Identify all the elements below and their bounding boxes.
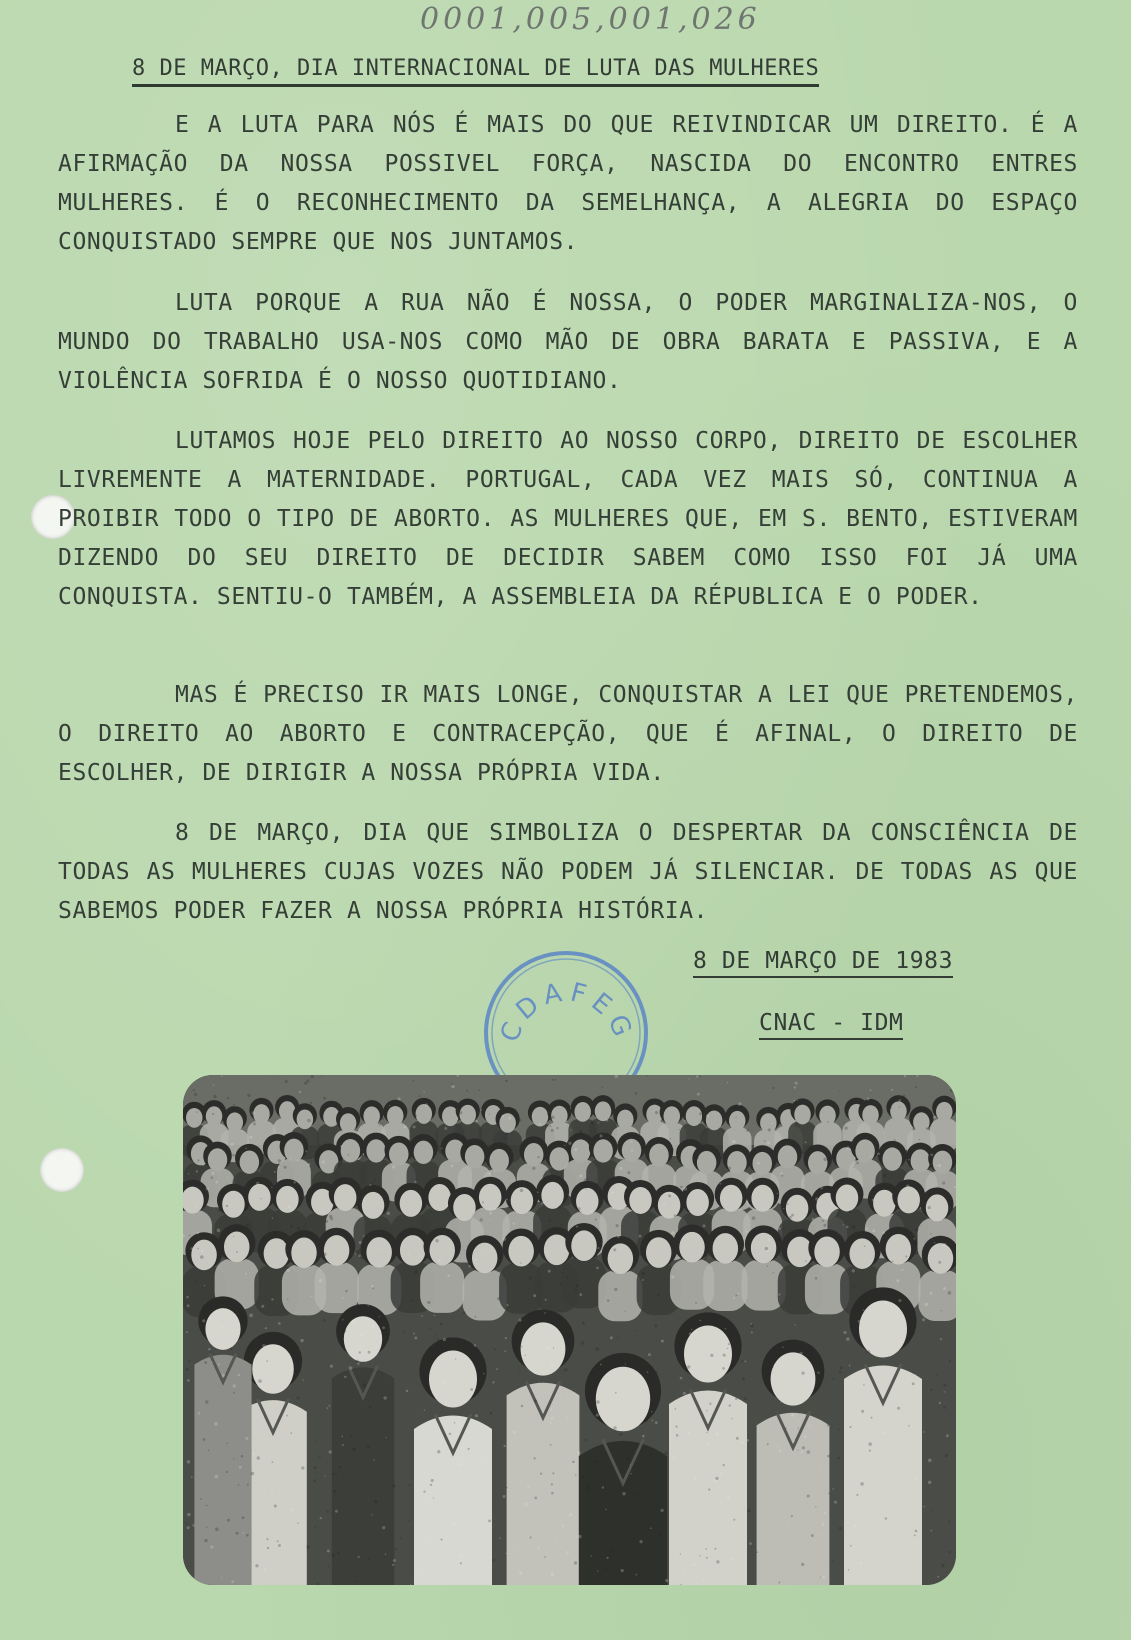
paragraph-5: 8 DE MARÇO, DIA QUE SIMBOLIZA O DESPERTAR DA CONSCIÊNCIA DE TODAS AS MULHERES CUJAS VOZES NÃO PODEM JÁ SILENCIAR. DE TODAS AS QUE SABEMOS PODER FAZER A NOSSA PRÓPRIA HISTÓRIA. (58, 820, 1078, 924)
page-title: 8 DE MARÇO, DIA INTERNACIONAL DE LUTA DAS MULHERES (132, 56, 819, 87)
paragraph-4: MAS É PRECISO IR MAIS LONGE, CONQUISTAR A LEI QUE PRETENDEMOS, O DIREITO AO ABORTO E CONTRACEPÇÃO, QUE É AFINAL, O DIREITO DE ESCOLHER, DE DIRIGIR A NOSSA PRÓPRIA VIDA. (58, 682, 1078, 786)
paragraph-1: E A LUTA PARA NÓS É MAIS DO QUE REIVINDICAR UM DIREITO. É A AFIRMAÇÃO DA NOSSA POSSIVEL FORÇA, NASCIDA DO ENCONTRO ENTRES MULHERES. É O RECONHECIMENTO DA SEMELHANÇA, A ALEGRIA DO ESPAÇO CONQUISTADO SEMPRE QUE NOS JUNTAMOS. (58, 112, 1078, 255)
signature-organization: CNAC - IDM (759, 1010, 903, 1040)
stamp-text: CDAFEG (494, 977, 640, 1047)
crowd-of-women-photo (183, 1075, 956, 1585)
signature-date: 8 DE MARÇO DE 1983 (693, 948, 953, 978)
svg-text:CDAFEG (495, 977, 640, 1046)
punch-hole-bottom (40, 1148, 84, 1192)
archive-number: 0001,005,001,026 (420, 2, 761, 37)
paragraph-2: LUTA PORQUE A RUA NÃO É NOSSA, O PODER MARGINALIZA-NOS, O MUNDO DO TRABALHO USA-NOS COMO MÃO DE OBRA BARATA E PASSIVA, E A VIOLÊNCIA SOFRIDA É O NOSSO QUOTIDIANO. (58, 290, 1078, 394)
paragraph-3: LUTAMOS HOJE PELO DIREITO AO NOSSO CORPO, DIREITO DE ESCOLHER LIVREMENTE A MATERNIDADE. PORTUGAL, CADA VEZ MAIS SÓ, CONTINUA A PROIBIR TODO O TIPO DE ABORTO. AS MULHERES QUE, EM S. BENTO, ESTIVERAM DIZENDO DO SEU DIREITO DE DECIDIR SABEM COMO ISSO FOI JÁ UMA CONQUISTA. SENTIU-O TAMBÉM, A ASSEMBLEIA DA RÉPUBLICA E O PODER. (58, 428, 1078, 610)
